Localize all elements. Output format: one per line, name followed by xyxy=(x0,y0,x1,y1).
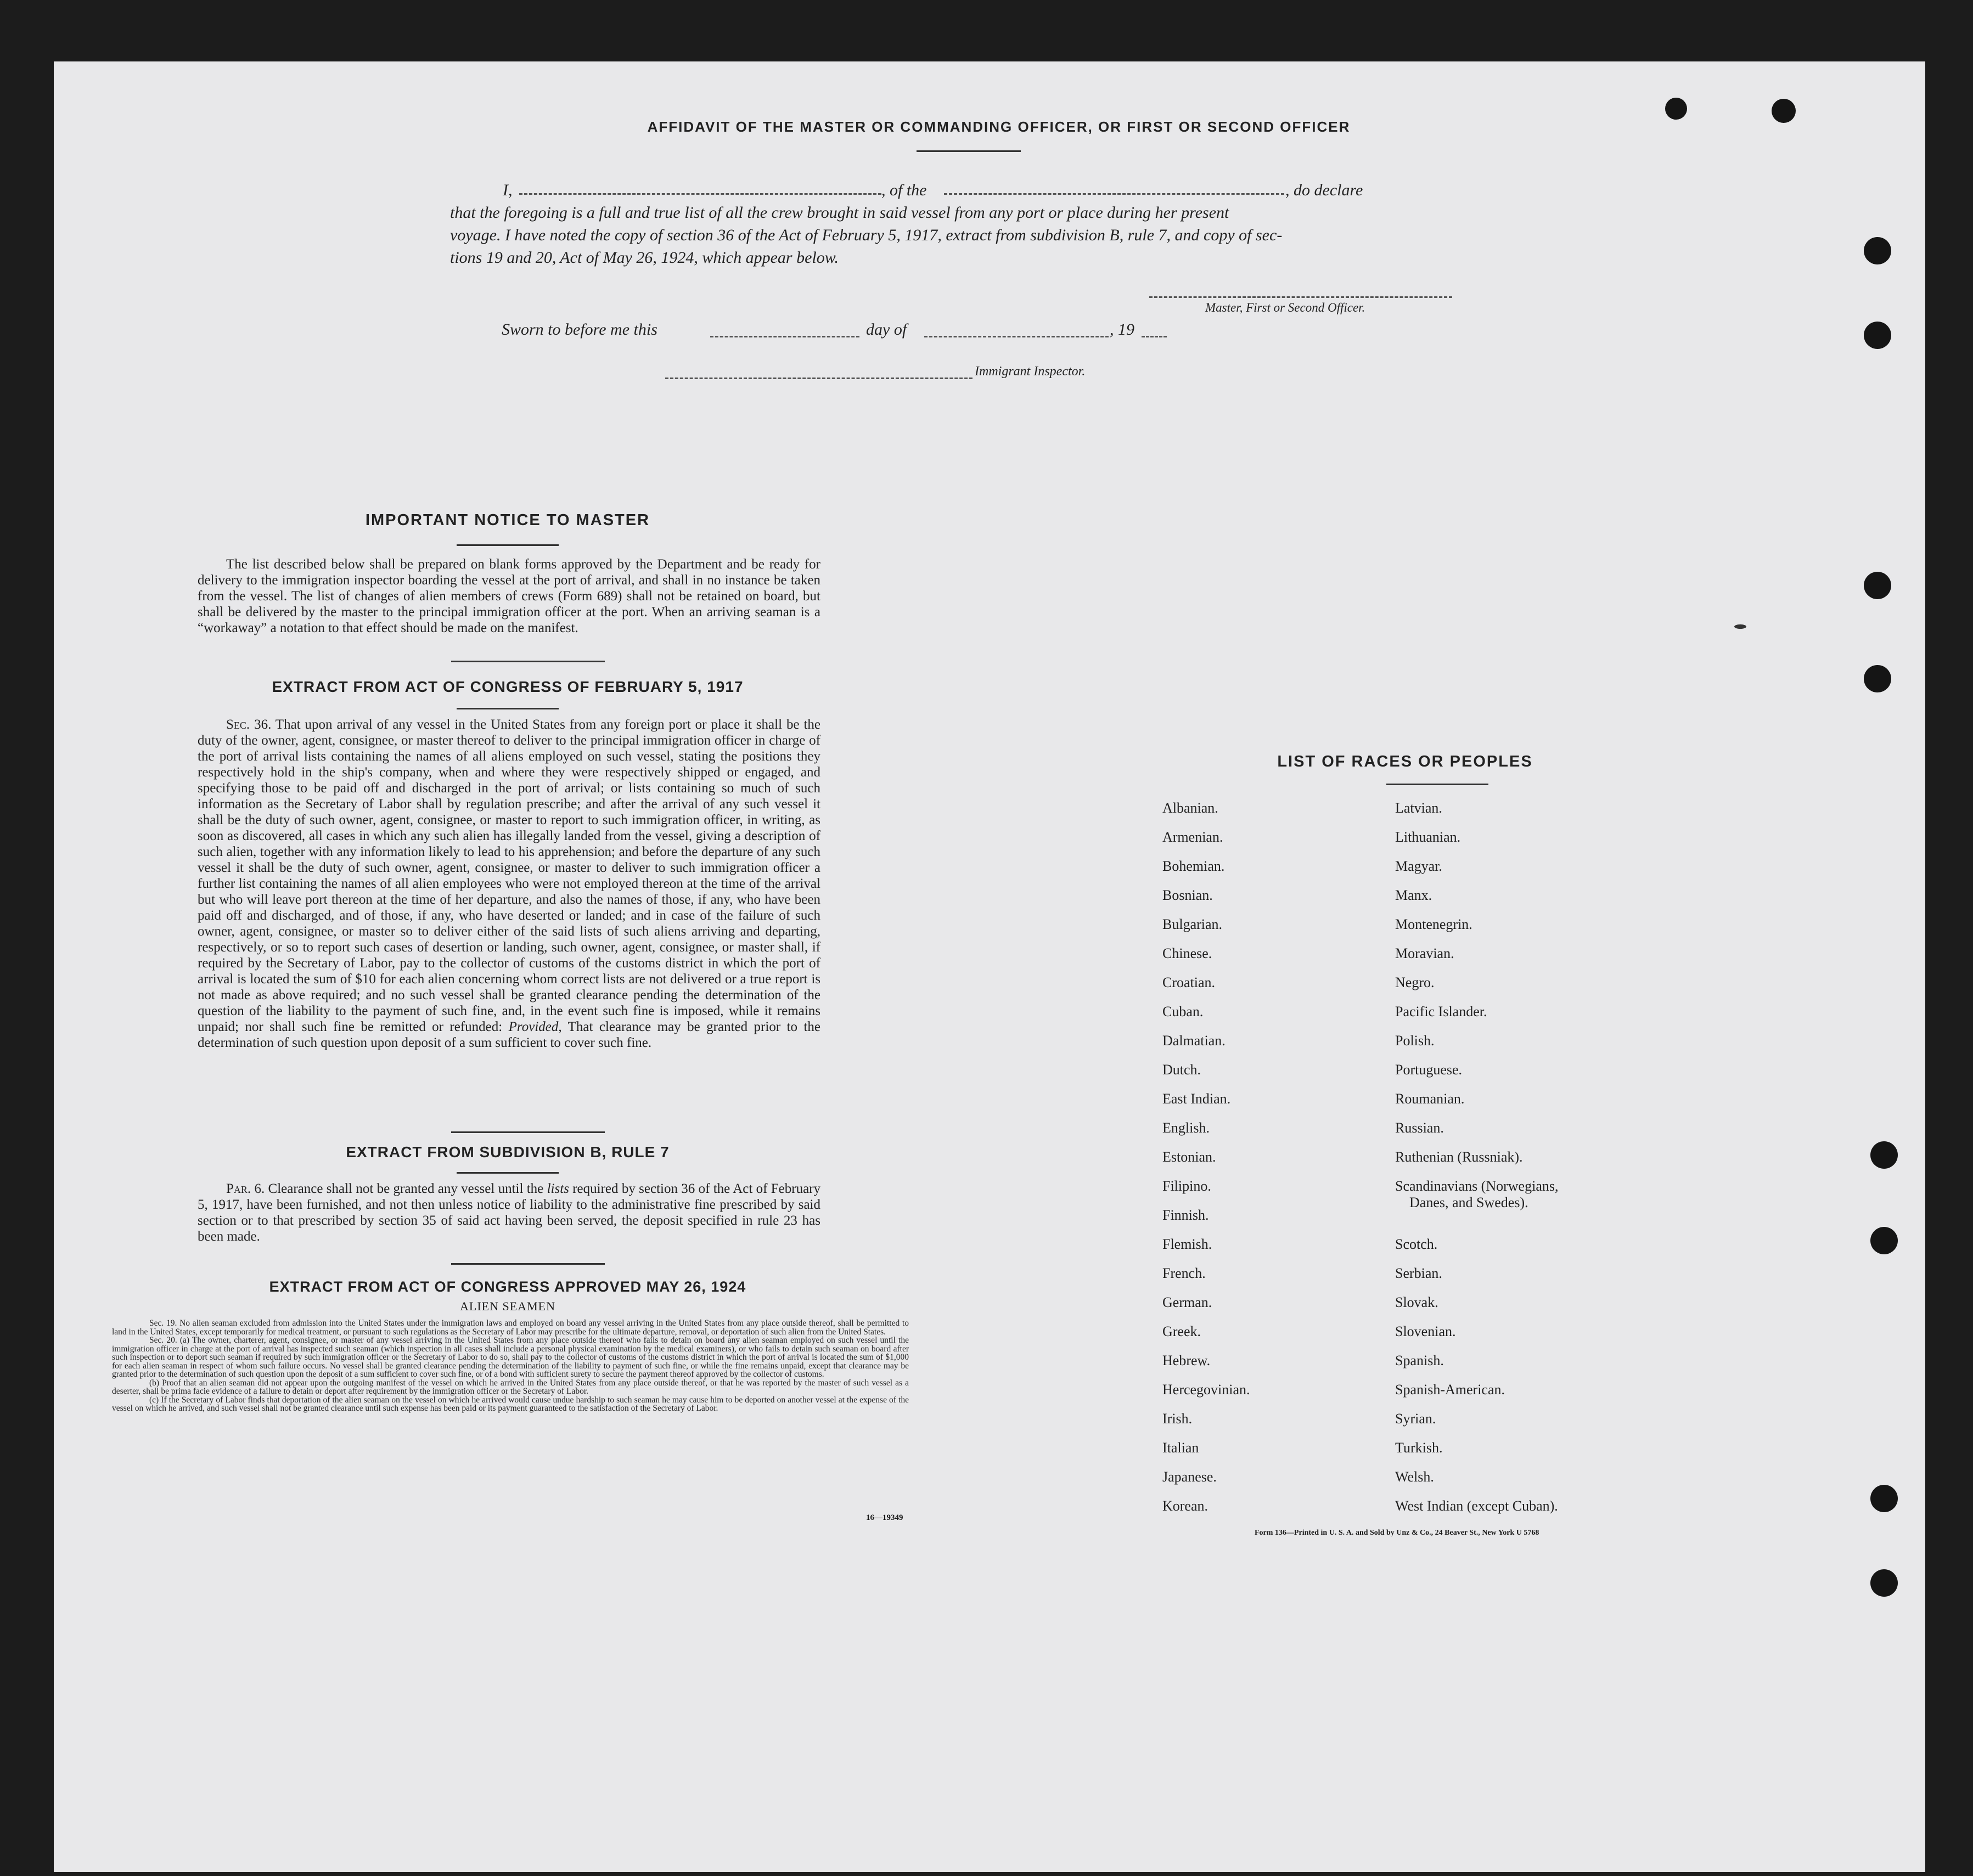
of-the-label: , of the xyxy=(881,181,927,199)
punch-hole xyxy=(1772,99,1796,123)
race-item: Dalmatian. xyxy=(1162,1033,1226,1049)
race-item: Filipino. xyxy=(1162,1178,1211,1194)
scandinavians-line-2: Danes, and Swedes). xyxy=(1409,1195,1528,1210)
alien-seamen-subtitle: ALIEN SEAMEN xyxy=(460,1299,555,1313)
sec-19-text: Sec. 19. No alien seaman excluded from admission into the United States under the immigration laws and employed on board any vessel arriving in the United States from any place outside thereof, shall be permitted to land in the United States, except temporarily for medical treatment, or pursuant to such regulations as the Secretary of Labor may prescribe for the ultimate departure, removal, or deportation of such alien from the United States. xyxy=(112,1319,909,1337)
race-item: Dutch. xyxy=(1162,1062,1201,1078)
ink-speck xyxy=(1734,624,1746,629)
race-item: Serbian. xyxy=(1395,1265,1442,1281)
races-left-column xyxy=(1162,800,1382,1527)
sec-20a-text: Sec. 20. (a) The owner, charterer, agent, consignee, or master of any vessel arriving in the United States from any place outside thereof who fails to detain on board any alien seaman employed on such vessel until the immigration officer in charge at the port of arrival has inspected such seaman (which inspection in all cases shall include a personal physical examination by the medical examiners), or who fails to detain such seaman on board after such inspection or to deport such seaman if required by such immigration officer or the Secretary of Labor to do so, shall pay to the collector of customs of the customs district in which the port of arrival is located the sum of $1,000 for each alien seaman in respect of whom such failure occurs. No vessel shall be granted clearance pending the determination of the liability to payment of such fine, or while the fine remains unpaid, except that clearance may be granted prior to the determination of such question upon the deposit of a sum sufficient to cover such fine, or of a bond with sufficient surety to secure the payment thereof approved by the collector of customs. xyxy=(112,1336,909,1379)
inspector-label: Immigrant Inspector. xyxy=(975,364,1086,379)
races-rule xyxy=(1386,784,1488,785)
race-item: Ruthenian (Russniak). xyxy=(1395,1149,1523,1165)
punch-hole xyxy=(1870,1227,1898,1254)
provided-text: Provided, xyxy=(508,1019,562,1034)
race-item xyxy=(1395,1178,1670,1236)
section-divider xyxy=(451,1131,605,1133)
race-item: Bulgarian. xyxy=(1162,916,1223,932)
race-item: Magyar. xyxy=(1395,858,1442,874)
year-blank[interactable] xyxy=(1142,336,1167,337)
race-item: English. xyxy=(1162,1120,1210,1136)
printer-footer: Form 136—Printed in U. S. A. and Sold by Unz & Co., 24 Beaver St., New York U 5768 xyxy=(1255,1529,1539,1537)
par-6-label: Par. 6. xyxy=(226,1181,265,1196)
declare-label: , do declare xyxy=(1285,181,1363,199)
punch-hole xyxy=(1864,572,1891,599)
day-of-label: day of xyxy=(866,320,907,339)
statement-line-3: voyage. I have noted the copy of section 36 of the Act of February 5, 1917, extract from subdivision B, rule 7, and copy of sec- xyxy=(450,226,1283,244)
race-item: Roumanian. xyxy=(1395,1091,1465,1107)
race-item: Japanese. xyxy=(1162,1469,1217,1485)
name-blank[interactable] xyxy=(519,193,881,195)
year-label: , 19 xyxy=(1110,320,1134,339)
punch-hole xyxy=(1864,665,1891,692)
day-blank[interactable] xyxy=(710,336,859,337)
race-item: French. xyxy=(1162,1265,1206,1281)
extract-1917-body xyxy=(198,717,820,1051)
race-item: Slovenian. xyxy=(1395,1323,1456,1339)
extract-1924-body xyxy=(112,1319,909,1413)
month-blank[interactable] xyxy=(924,336,1109,337)
sec-36-label: Sec. 36. xyxy=(226,717,272,732)
race-item: Croatian. xyxy=(1162,974,1216,990)
notice-rule xyxy=(457,544,559,546)
section-divider xyxy=(451,661,605,662)
race-item: Korean. xyxy=(1162,1498,1208,1514)
race-item: Latvian. xyxy=(1395,800,1442,816)
vessel-blank[interactable] xyxy=(944,193,1284,195)
race-item: Portuguese. xyxy=(1395,1062,1463,1078)
sworn-line xyxy=(502,320,1215,345)
master-signature-line[interactable] xyxy=(1149,296,1452,298)
race-item: Irish. xyxy=(1162,1411,1193,1427)
punch-hole xyxy=(1864,322,1891,349)
races-title: LIST OF RACES OR PEOPLES xyxy=(1277,753,1533,770)
race-item: Pacific Islander. xyxy=(1395,1004,1487,1019)
race-item: Hebrew. xyxy=(1162,1353,1211,1368)
race-item: Syrian. xyxy=(1395,1411,1436,1427)
race-item: East Indian. xyxy=(1162,1091,1231,1107)
race-item: Moravian. xyxy=(1395,945,1454,961)
rule-7-body xyxy=(198,1181,820,1244)
sworn-label: Sworn to before me this xyxy=(502,320,657,339)
race-item: Polish. xyxy=(1395,1033,1435,1049)
race-item: Armenian. xyxy=(1162,829,1223,845)
punch-hole xyxy=(1870,1485,1898,1512)
rule-7-rule xyxy=(457,1172,559,1174)
race-item: Cuban. xyxy=(1162,1004,1204,1019)
race-item: Negro. xyxy=(1395,974,1435,990)
sec-20c-text: (c) If the Secretary of Labor finds that deportation of the alien seaman on the vessel on which he arrived would cause undue hardship to such seaman he may cause him to be deported on another vessel at the expense of the vessel on which he arrived, and such vessel shall not be granted clearance until such expense has been paid or its payment guaranteed to the satisfaction of the Secretary of Labor. xyxy=(112,1395,909,1413)
race-item: Montenegrin. xyxy=(1395,916,1472,932)
extract-1924-title: EXTRACT FROM ACT OF CONGRESS APPROVED MAY 26, 1924 xyxy=(269,1278,746,1295)
race-item: Flemish. xyxy=(1162,1236,1212,1252)
race-item: Finnish. xyxy=(1162,1207,1209,1223)
statement-line-4: tions 19 and 20, Act of May 26, 1924, which appear below. xyxy=(450,249,839,267)
race-item: Estonian. xyxy=(1162,1149,1216,1165)
inspector-signature-line[interactable] xyxy=(665,378,973,379)
rule-7-title: EXTRACT FROM SUBDIVISION B, RULE 7 xyxy=(346,1143,670,1160)
races-right-group xyxy=(1395,800,1670,1178)
race-item: Manx. xyxy=(1395,887,1432,903)
race-item: Spanish-American. xyxy=(1395,1382,1505,1398)
race-item: Italian xyxy=(1162,1440,1199,1456)
races-right-column xyxy=(1395,800,1670,1527)
race-item: Slovak. xyxy=(1395,1294,1438,1310)
statement-line-2: that the foregoing is a full and true list of all the crew brought in said vessel from any port or place during her present xyxy=(450,204,1229,222)
punch-hole xyxy=(1870,1141,1898,1169)
race-item: German. xyxy=(1162,1294,1212,1310)
form-code: 16—19349 xyxy=(866,1513,903,1522)
race-item: Chinese. xyxy=(1162,945,1212,961)
race-item: Bosnian. xyxy=(1162,887,1213,903)
affidavit-title: AFFIDAVIT OF THE MASTER OR COMMANDING OFFICER, OR FIRST OR SECOND OFFICER xyxy=(647,119,1351,135)
affidavit-statement xyxy=(450,179,1485,269)
notice-body: The list described below shall be prepared on blank forms approved by the Department and be ready for delivery to the immigration inspector boarding the vessel at the port of arrival, and shall in no instance be taken from the vessel. The list of changes of alien members of crews (Form 689) shall not be retained on board, but shall be delivered by the master to the principal immigration officer at the port. When an arriving seaman is a “workaway” a notation to that effect should be made on the manifest. xyxy=(198,557,820,635)
section-divider xyxy=(451,1263,605,1265)
par-6-text-end: required by section 36 of the Act of February 5, 1917, have been furnished, and not then unless notice of liability to the administrative fine prescribed by said section or to that prescribed by section 35 of said act having been served, the deposit specified in rule 23 has been made. xyxy=(198,1181,820,1244)
race-item: Greek. xyxy=(1162,1323,1201,1339)
lists-text: lists xyxy=(547,1181,569,1196)
declarant-label: I, xyxy=(503,181,513,199)
sec-36-text-end: That clearance may be granted prior to the determination of such question upon deposit of a sum sufficient to cover such fine. xyxy=(198,1019,820,1050)
punch-hole xyxy=(1665,98,1687,120)
extract-1917-rule xyxy=(457,708,559,709)
punch-hole xyxy=(1864,237,1891,264)
par-6-text: Clearance shall not be granted any vessel until the xyxy=(265,1181,547,1196)
race-item: Lithuanian. xyxy=(1395,829,1461,845)
sec-36-text: That upon arrival of any vessel in the United States from any foreign port or place it shall be the duty of the owner, agent, consignee, or master thereof to deliver to the principal immigration officer in charge of the port of arrival lists containing the names of all aliens employed on such vessel, stating the positions they respectively hold in the ship's company, when and where they were respectively shipped or engaged, and specifying those to be paid off and discharged in the port of arrival; or lists containing so much of such information as the Secretary of Labor shall by regulation prescribe; and after the arrival of any such vessel it shall be the duty of such owner, agent, consignee, or master to report to such immigration officer, in writing, as soon as discovered, all cases in which any such alien has illegally landed from the vessel, giving a description of such alien, together with any information likely to lead to his apprehension; and before the departure of any such vessel it shall be the duty of such owner, agent, consignee, or master to deliver to such immigration officer a further list containing the names of all alien employees who were not employed thereon at the time of the arrival but who will leave port thereon at the time of her departure, and also the names of those, if any, who have been paid off and discharged, and of those, if any, who have deserted or landed; and in case of the failure of such owner, agent, consignee, or master so to deliver either of the said lists of such aliens arriving and departing, respectively, or so to report such cases of desertion or landing, such owner, agent, consignee, or master shall, if required by the Secretary of Labor, pay to the collector of customs of the customs district in which the port of arrival is located the sum of $10 for each alien concerning whom correct lists are not delivered or a true report is not made as above required; and no such vessel shall be granted clearance pending the determination of the question of the liability to the payment of such fine, and, in the event such fine is imposed, while it remains unpaid; nor shall such fine be remitted or refunded: xyxy=(198,717,820,1034)
race-item: Scotch. xyxy=(1395,1236,1438,1252)
race-item: Turkish. xyxy=(1395,1440,1443,1456)
scandinavians-line-1: Scandinavians (Norwegians, xyxy=(1395,1178,1559,1194)
race-item: Albanian. xyxy=(1162,800,1218,816)
punch-hole xyxy=(1870,1569,1898,1597)
extract-1917-title: EXTRACT FROM ACT OF CONGRESS OF FEBRUARY 5, 1917 xyxy=(272,678,744,695)
race-item: Russian. xyxy=(1395,1120,1444,1136)
race-item: Hercegovinian. xyxy=(1162,1382,1250,1398)
notice-title: IMPORTANT NOTICE TO MASTER xyxy=(365,511,650,529)
race-item: Spanish. xyxy=(1395,1353,1444,1368)
race-item: Welsh. xyxy=(1395,1469,1434,1485)
race-item: Bohemian. xyxy=(1162,858,1225,874)
master-signature-label: Master, First or Second Officer. xyxy=(1205,301,1365,314)
title-rule xyxy=(917,150,1021,152)
races-right-group xyxy=(1395,1236,1670,1527)
race-item: West Indian (except Cuban). xyxy=(1395,1498,1558,1514)
sec-20b-text: (b) Proof that an alien seaman did not appear upon the outgoing manifest of the vessel on which he arrived in the United States from any place outside thereof, or that he was reported by the master of such vessel as a deserter, shall be prima facie evidence of a failure to detain or deport after requirement by the immigration officer or the Secretary of Labor. xyxy=(112,1378,909,1396)
